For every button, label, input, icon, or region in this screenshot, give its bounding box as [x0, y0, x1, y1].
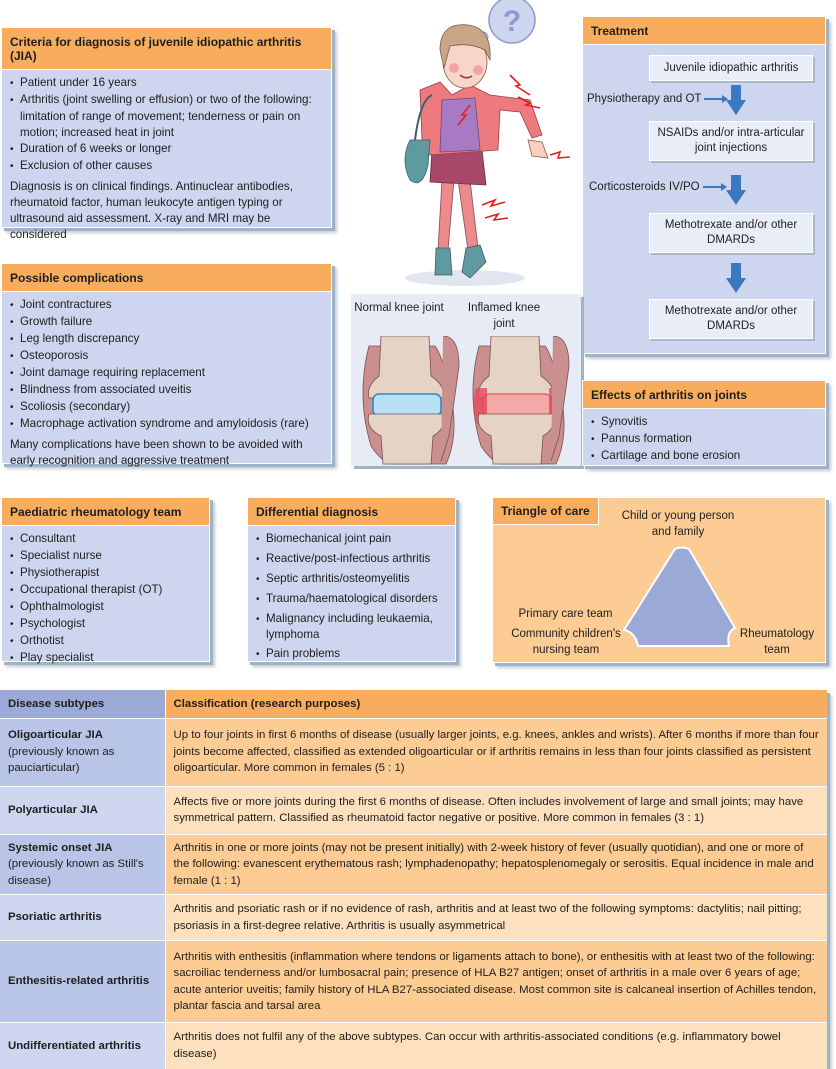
triangle-right-label: Rheumatology team: [739, 628, 815, 656]
list-item: • Occupational therapist (OT): [10, 582, 201, 599]
list-item: • Physiotherapist: [10, 565, 201, 582]
complications-list: [10, 297, 323, 433]
flow-step-methotrexate-2: Methotrexate and/or other DMARDs: [649, 299, 813, 339]
differential-list: [256, 531, 447, 662]
list-item: • Pain problems: [256, 646, 447, 662]
effects-list: [591, 414, 817, 465]
list-item: • Malignancy including leukaemia, lymphoma: [256, 611, 447, 642]
column-header: Classification (research purposes): [165, 690, 827, 718]
list-item: • Biomechanical joint pain: [256, 531, 447, 547]
triangle-title: Triangle of care: [493, 498, 599, 525]
list-item: • Reactive/post-infectious arthritis: [256, 551, 447, 567]
flow-step-nsaids: NSAIDs and/or intra-articular joint injections: [649, 121, 813, 161]
triangle-left-top-label: Primary care team: [518, 608, 613, 620]
flow-step-jia: Juvenile idiopathic arthritis: [649, 55, 813, 81]
subtype-name: Polyarticular JIA: [8, 803, 98, 816]
effects-title: Effects of arthritis on joints: [583, 381, 825, 409]
subtype-name: Enthesitis-related arthritis: [8, 975, 150, 988]
treatment-title: Treatment: [583, 17, 825, 45]
side-input-corticosteroids: Corticosteroids IV/PO: [589, 181, 725, 193]
differential-title: Differential diagnosis: [248, 498, 455, 526]
team-title: Paediatric rheumatology team: [2, 498, 209, 526]
criteria-list: [10, 75, 323, 175]
triangle-left-bottom-label: Community children's nursing team: [511, 628, 621, 656]
column-header: Disease subtypes: [0, 690, 165, 718]
complications-title: Possible complications: [2, 264, 331, 292]
list-item: • Macrophage activation syndrome and amyloidosis (rare): [10, 416, 323, 433]
team-list: [10, 531, 201, 667]
list-item: • Exclusion of other causes: [10, 158, 323, 175]
list-item: • Psychologist: [10, 616, 201, 633]
list-item: • Blindness from associated uveitis: [10, 382, 323, 399]
table-row: [0, 941, 827, 1023]
list-item: • Synovitis: [591, 414, 817, 431]
down-arrow-icon: [726, 263, 746, 293]
list-item: • Specialist nurse: [10, 548, 201, 565]
subtype-name: Oligoarticular JIA: [8, 729, 103, 742]
list-item: • Joint contractures: [10, 297, 323, 314]
subtype-description: Arthritis does not fulfil any of the above subtypes. Can occur with arthritis-associated conditions (e.g. inflammatory bowel disease): [165, 1023, 827, 1069]
criteria-title: Criteria for diagnosis of juvenile idiopathic arthritis (JIA): [2, 28, 331, 70]
triangle-of-care-box: [492, 497, 826, 663]
down-arrow-icon: [726, 175, 746, 205]
effects-box: [582, 380, 826, 466]
right-arrow-icon: [703, 186, 725, 188]
list-item: • Ophthalmologist: [10, 599, 201, 616]
subtype-description: Arthritis and psoriatic rash or if no evidence of rash, arthritis and at least two of the following symptoms: dactylitis; nail pitting; psoriasis in a first-degree relative. Arthritis is usually asymmetrical: [165, 895, 827, 941]
subtype-description: Arthritis in one or more joints (may not be present initially) with 2-week history of fever (usually quotidian), and one or more of the following: evanescent erythematous rash; lymphadenopathy; hepatosplenomegaly or serositis. Equal incidence in male and female (1 : 1): [165, 834, 827, 895]
down-arrow-icon: [726, 85, 746, 115]
side-input-physio: Physiotherapy and OT: [587, 93, 726, 105]
differential-box: [247, 497, 456, 662]
table-row: [0, 718, 827, 786]
list-item: • Trauma/haematological disorders: [256, 591, 447, 607]
subtype-name: Psoriatic arthritis: [8, 911, 102, 924]
knee-joint-panel: [351, 294, 581, 466]
treatment-box: [582, 16, 826, 354]
complications-box: [1, 263, 332, 467]
table-row: [0, 786, 827, 834]
criteria-box: [1, 27, 332, 241]
team-box: [1, 497, 210, 662]
list-item: • Joint damage requiring replacement: [10, 365, 323, 382]
list-item: • Consultant: [10, 531, 201, 548]
subtype-description: Affects five or more joints during the first 6 months of disease. Often includes involvement of large and small joints; may have symmetrical pattern. Classified as rheumatoid factor negative or positive. More common in females (3 : 1): [165, 786, 827, 834]
disease-subtypes-table: [0, 690, 827, 1069]
list-item: • Play specialist: [10, 650, 201, 667]
subtype-description: Arthritis with enthesitis (inflammation where tendons or ligaments attach to bone), or enthesitis with at least two of the following: sacroiliac tenderness and/or lumbosacral pain; presence of HLA B27 antigen; onset of arthritis in a male over 6 years of age; acute anterior uveitis; family history of HLA B27-associated disease. Most common site is calcaneal insertion of Achilles tendon, plantar fascia and tarsal area: [165, 941, 827, 1023]
svg-text:?: ?: [502, 5, 522, 38]
list-item: • Patient under 16 years: [10, 75, 323, 92]
list-item: • Arthritis (joint swelling or effusion) or two of the following: limitation of range of movement; tenderness or pain on motion; increased heat in joint: [10, 92, 323, 141]
criteria-note: Diagnosis is on clinical findings. Antinuclear antibodies, rheumatoid factor, human leukocyte antigen typing or ultrasound aid assessment. X-ray and MRI may be considered: [10, 180, 293, 241]
complications-note: Many complications have been shown to be avoided with early recognition and aggressive treatment: [10, 438, 303, 467]
right-arrow-icon: [704, 98, 726, 100]
list-item: • Cartilage and bone erosion: [591, 448, 817, 465]
knee-joint-icon: [351, 336, 581, 466]
normal-knee-label: Normal knee joint: [354, 302, 444, 314]
subtype-name: Undifferentiated arthritis: [8, 1039, 141, 1052]
subtype-description: Up to four joints in first 6 months of disease (usually larger joints, e.g. knees, ankles and wrists). After 6 months if more than four joints become affected, classified as extended oligoarticular or if arthritis remains in less than four joints classified as persistent oligoarticular. More common in females (5 : 1): [165, 718, 827, 786]
list-item: • Duration of 6 weeks or longer: [10, 141, 323, 158]
girl-in-pain-icon: [370, 0, 580, 290]
list-item: • Orthotist: [10, 633, 201, 650]
girl-illustration: [370, 0, 580, 290]
flow-step-methotrexate-1: Methotrexate and/or other DMARDs: [649, 213, 813, 253]
list-item: • Septic arthritis/osteomyelitis: [256, 571, 447, 587]
subtype-note: (previously known as pauciarticular): [8, 745, 115, 775]
subtype-note: (previously known as Still's disease): [8, 858, 144, 887]
table-row: [0, 1023, 827, 1069]
list-item: • Leg length discrepancy: [10, 331, 323, 348]
table-row: [0, 895, 827, 941]
list-item: • Scoliosis (secondary): [10, 399, 323, 416]
list-item: • Pannus formation: [591, 431, 817, 448]
inflamed-knee-label: Inflamed knee joint: [467, 302, 541, 330]
subtype-name: Systemic onset JIA: [8, 841, 113, 854]
table-row: [0, 834, 827, 895]
triangle-top-label: Child or young person and family: [621, 510, 735, 538]
list-item: • Osteoporosis: [10, 348, 323, 365]
list-item: • Growth failure: [10, 314, 323, 331]
